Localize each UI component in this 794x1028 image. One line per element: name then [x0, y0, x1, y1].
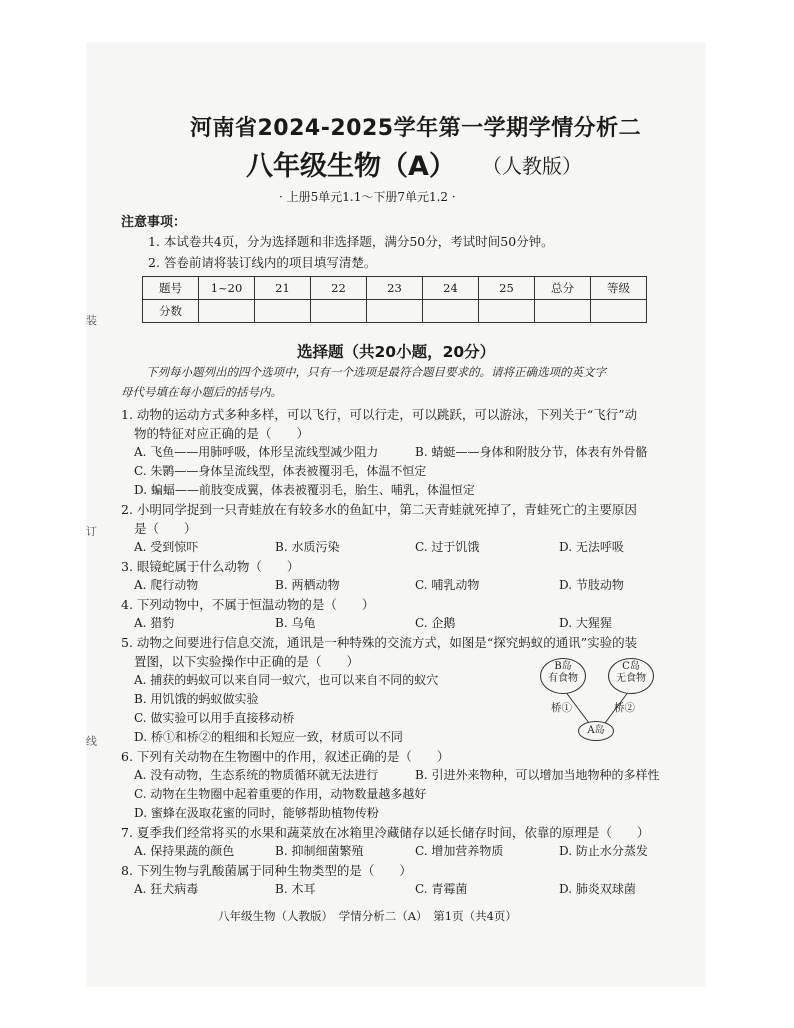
question-1-option-d: D. 蝙蝠——前肢变成翼，体表被覆羽毛，胎生、哺乳，体温恒定: [134, 483, 475, 497]
question-3-option-b: B. 两栖动物: [275, 578, 340, 592]
question-3-option-d: D. 节肢动物: [559, 578, 624, 592]
question-7-stem: 7. 夏季我们经常将买的水果和蔬菜放在冰箱里冷藏储存以延长储存时间，依靠的原理是（ ）: [121, 825, 650, 840]
score-header-cell: 21: [255, 277, 311, 300]
question-2-stem: 2. 小明同学捉到一只青蛙放在有较多水的鱼缸中，第二天青蛙就死掉了，青蛙死亡的主要原因: [121, 502, 637, 517]
question-7-option-d: D. 防止水分蒸发: [559, 844, 648, 858]
question-2-stem-cont: 是（ ）: [134, 521, 197, 536]
island-c-food: 无食物: [616, 673, 646, 684]
island-b-node: [540, 658, 586, 694]
section-instruction-2: 母代号填在每小题后的括号内。: [121, 385, 282, 399]
bridge-1-label: 桥①: [551, 702, 572, 714]
question-6-option-b: B. 引进外来物种，可以增加当地物种的多样性: [415, 768, 660, 782]
notice-heading: 注意事项：: [121, 215, 187, 230]
score-cell[interactable]: [199, 300, 255, 323]
question-1-option-b: B. 蜻蜓——身体和附肢分节，体表有外骨骼: [415, 445, 648, 459]
question-5-option-c: C. 做实验可以用手直接移动桥: [134, 711, 295, 725]
score-header-cell: 1~20: [199, 277, 255, 300]
question-8-option-a: A. 狂犬病毒: [134, 882, 199, 896]
question-2-option-b: B. 水质污染: [275, 540, 340, 554]
score-row-label: 分数: [143, 300, 199, 323]
question-3-option-a: A. 爬行动物: [134, 578, 199, 592]
island-a-node: [578, 721, 614, 741]
notice-item-1: 1. 本试卷共4页，分为选择题和非选择题，满分50分，考试时间50分钟。: [148, 234, 554, 249]
question-8-option-b: B. 木耳: [275, 882, 316, 896]
island-c-label: C岛: [622, 661, 640, 672]
question-2-option-a: A. 受到惊吓: [134, 540, 199, 554]
binding-mark-3: 线: [86, 735, 97, 748]
score-header-cell: 题号: [143, 277, 199, 300]
island-b-food: 有食物: [548, 673, 578, 684]
question-4-option-d: D. 大猩猩: [559, 616, 612, 630]
score-cell[interactable]: [311, 300, 367, 323]
score-cell[interactable]: [591, 300, 647, 323]
section-title: 选择题（共20小题，20分）: [297, 343, 496, 361]
question-4-option-b: B. 乌龟: [275, 616, 316, 630]
score-table-score-row: [143, 300, 647, 323]
question-6-option-a: A. 没有动物，生态系统的物质循环就无法进行: [134, 768, 379, 782]
exam-edition: （人教版）: [482, 154, 582, 178]
score-header-cell: 22: [311, 277, 367, 300]
notice-item-2: 2. 答卷前请将装订线内的项目填写清楚。: [148, 255, 377, 270]
score-cell[interactable]: [479, 300, 535, 323]
question-6-stem: 6. 下列有关动物在生物圈中的作用，叙述正确的是（ ）: [121, 749, 450, 764]
island-c-node: [608, 658, 654, 694]
question-7-option-b: B. 抑制细菌繁殖: [275, 844, 364, 858]
question-1-option-c: C. 朱鹮——身体呈流线型，体表被覆羽毛，体温不恒定: [134, 464, 427, 478]
question-5-stem-cont: 置图，以下实验操作中正确的是（ ）: [134, 654, 360, 669]
binding-mark-1: 装: [86, 314, 97, 327]
exam-scope: · 上册5单元1.1～下册7单元1.2 ·: [279, 190, 456, 204]
question-6-option-c: C. 动物在生物圈中起着重要的作用，动物数量越多越好: [134, 787, 427, 801]
score-header-cell: 等级: [591, 277, 647, 300]
question-3-stem: 3. 眼镜蛇属于什么动物（ ）: [121, 559, 300, 574]
question-5-option-b: B. 用饥饿的蚂蚁做实验: [134, 692, 259, 706]
score-cell[interactable]: [423, 300, 479, 323]
question-8-option-c: C. 青霉菌: [415, 882, 468, 896]
question-6-option-d: D. 蜜蜂在汲取花蜜的同时，能够帮助植物传粉: [134, 806, 379, 820]
score-table-header-row: [143, 277, 647, 300]
question-1-stem: 1. 动物的运动方式多种多样，可以飞行，可以行走，可以跳跃，可以游泳，下列关于“飞行”动: [121, 407, 638, 422]
question-5-stem: 5. 动物之间要进行信息交流，通讯是一种特殊的交流方式，如图是“探究蚂蚁的通讯”实验的装: [121, 635, 638, 650]
question-1-option-a: A. 飞鱼——用肺呼吸，体形呈流线型减少阻力: [134, 445, 379, 459]
score-header-cell: 25: [479, 277, 535, 300]
question-8-option-d: D. 肺炎双球菌: [559, 882, 636, 896]
question-1-stem-cont: 物的特征对应正确的是（ ）: [134, 426, 310, 441]
score-cell[interactable]: [255, 300, 311, 323]
score-header-cell: 23: [367, 277, 423, 300]
score-cell[interactable]: [535, 300, 591, 323]
question-4-option-a: A. 猎豹: [134, 616, 175, 630]
question-2-option-d: D. 无法呼吸: [559, 540, 624, 554]
question-4-option-c: C. 企鹅: [415, 616, 456, 630]
bridge-2-label: 桥②: [614, 702, 635, 714]
question-2-option-c: C. 过于饥饿: [415, 540, 480, 554]
score-header-cell: 24: [423, 277, 479, 300]
exam-title-main: 八年级生物（A）: [246, 151, 456, 182]
question-5-option-a: A. 捕获的蚂蚁可以来自同一蚁穴，也可以来自不同的蚁穴: [134, 673, 439, 687]
score-cell[interactable]: [367, 300, 423, 323]
question-5-option-d: D. 桥①和桥②的粗细和长短应一致，材质可以不同: [134, 730, 403, 744]
section-instruction-1: 下列每小题列出的四个选项中，只有一个选项是最符合题目要求的。请将正确选项的英文字: [146, 365, 606, 379]
island-b-label: B岛: [554, 661, 572, 672]
score-table: [142, 276, 647, 323]
binding-mark-2: 订: [86, 525, 97, 538]
question-7-option-c: C. 增加营养物质: [415, 844, 504, 858]
score-header-cell: 总分: [535, 277, 591, 300]
page-footer: 八年级生物（人教版） 学情分析二（A） 第1页（共4页）: [218, 909, 517, 923]
question-4-stem: 4. 下列动物中，不属于恒温动物的是（ ）: [121, 597, 375, 612]
exam-title-line1: 河南省2024-2025学年第一学期学情分析二: [190, 116, 642, 141]
question-3-option-c: C. 哺乳动物: [415, 578, 480, 592]
island-a-label: A岛: [587, 725, 605, 736]
question-7-option-a: A. 保持果蔬的颜色: [134, 844, 235, 858]
question-8-stem: 8. 下列生物与乳酸菌属于同种生物类型的是（ ）: [121, 863, 412, 878]
